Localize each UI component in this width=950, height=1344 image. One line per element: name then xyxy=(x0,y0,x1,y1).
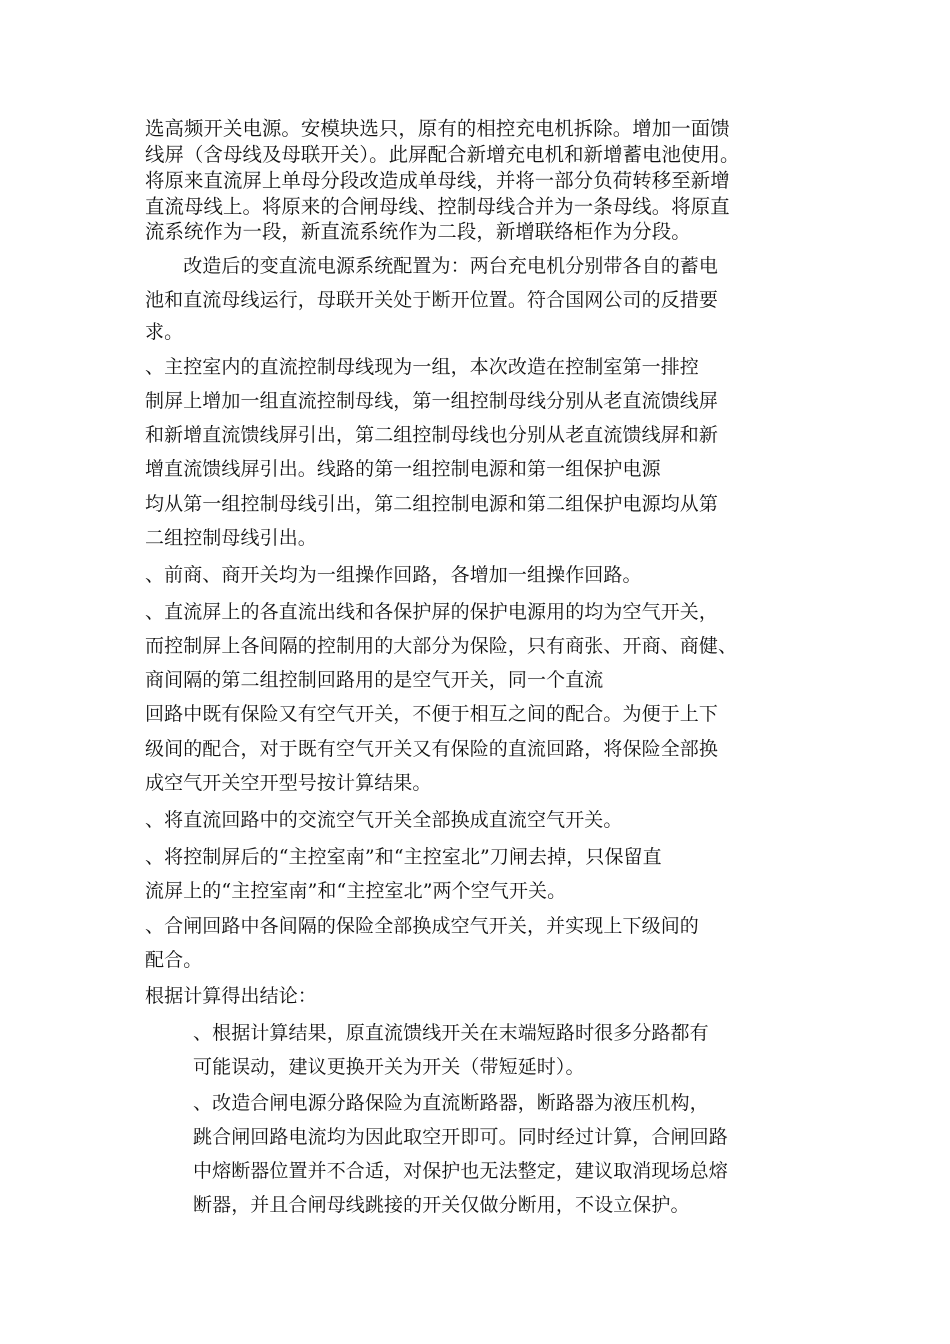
text-line: 根据计算得出结论： xyxy=(145,985,317,1007)
text-line: 直流母线上。将原来的合闸母线、控制母线合并为一条母线。将原直 xyxy=(145,195,730,218)
text-line: 、改造合闸电源分路保险为直流断路器，断路器为液压机构， xyxy=(193,1092,709,1114)
text-line: 、合闸回路中各间隔的保险全部换成空气开关，并实现上下级间的 xyxy=(145,915,699,937)
text-line: 、主控室内的直流控制母线现为一组，本次改造在控制室第一排控 xyxy=(145,356,699,378)
text-line: 断器，并且合闸母线跳接的开关仅做分断用，不设立保护。 xyxy=(193,1194,690,1216)
text-line: 成空气开关空开型号按计算结果。 xyxy=(145,772,432,794)
text-line: 、将控制屏后的“主控室南”和“主控室北”刀闸去掉，只保留直 xyxy=(145,846,662,868)
text-line: 流屏上的“主控室南”和“主控室北”两个空气开关。 xyxy=(145,880,567,902)
text-line: 均从第一组控制母线引出，第二组控制电源和第二组保护电源均从第 xyxy=(145,493,719,515)
text-line: 将原来直流屏上单母分段改造成单母线，并将一部分负荷转移至新增 xyxy=(145,169,730,192)
text-line: 商间隔的第二组控制回路用的是空气开关，同一个直流 xyxy=(145,669,604,691)
text-line: 而控制屏上各间隔的控制用的大部分为保险，只有商张、开商、商健、 xyxy=(145,635,738,657)
text-line: 流系统作为一段，新直流系统作为二段，新增联络柜作为分段。 xyxy=(145,220,691,243)
text-line: 、直流屏上的各直流出线和各保护屏的保护电源用的均为空气开关， xyxy=(145,601,719,623)
text-line: 跳合闸回路电流均为因此取空开即可。同时经过计算，合闸回路 xyxy=(193,1126,728,1148)
text-line: 和新增直流馈线屏引出，第二组控制母线也分别从老直流馈线屏和新 xyxy=(145,424,719,446)
text-line: 、前商、商开关均为一组操作回路，各增加一组操作回路。 xyxy=(145,564,642,586)
text-line: 池和直流母线运行，母联开关处于断开位置。符合国网公司的反措要 xyxy=(145,289,719,311)
text-line: 、将直流回路中的交流空气开关全部换成直流空气开关。 xyxy=(145,809,623,831)
text-line: 增直流馈线屏引出。线路的第一组控制电源和第一组保护电源 xyxy=(145,458,661,480)
text-line: 二组控制母线引出。 xyxy=(145,527,317,549)
text-line: 、根据计算结果，原直流馈线开关在末端短路时很多分路都有 xyxy=(193,1022,709,1044)
text-line: 选高频开关电源。安模块选只，原有的相控充电机拆除。增加一面馈 xyxy=(145,117,730,140)
text-line: 线屏（含母线及母联开关）。此屏配合新增充电机和新增蓄电池使用。 xyxy=(145,143,740,166)
text-line: 可能误动，建议更换开关为开关（带短延时）。 xyxy=(193,1056,585,1078)
text-line: 求。 xyxy=(145,321,184,343)
text-line: 级间的配合，对于既有空气开关又有保险的直流回路，将保险全部换 xyxy=(145,738,719,760)
text-line: 改造后的变直流电源系统配置为：两台充电机分别带各自的蓄电 xyxy=(145,255,719,277)
text-line: 回路中既有保险又有空气开关，不便于相互之间的配合。为便于上下 xyxy=(145,703,719,725)
text-line: 配合。 xyxy=(145,949,203,971)
text-line: 制屏上增加一组直流控制母线，第一组控制母线分别从老直流馈线屏 xyxy=(145,390,719,412)
text-line: 中熔断器位置并不合适，对保护也无法整定，建议取消现场总熔 xyxy=(193,1160,728,1182)
